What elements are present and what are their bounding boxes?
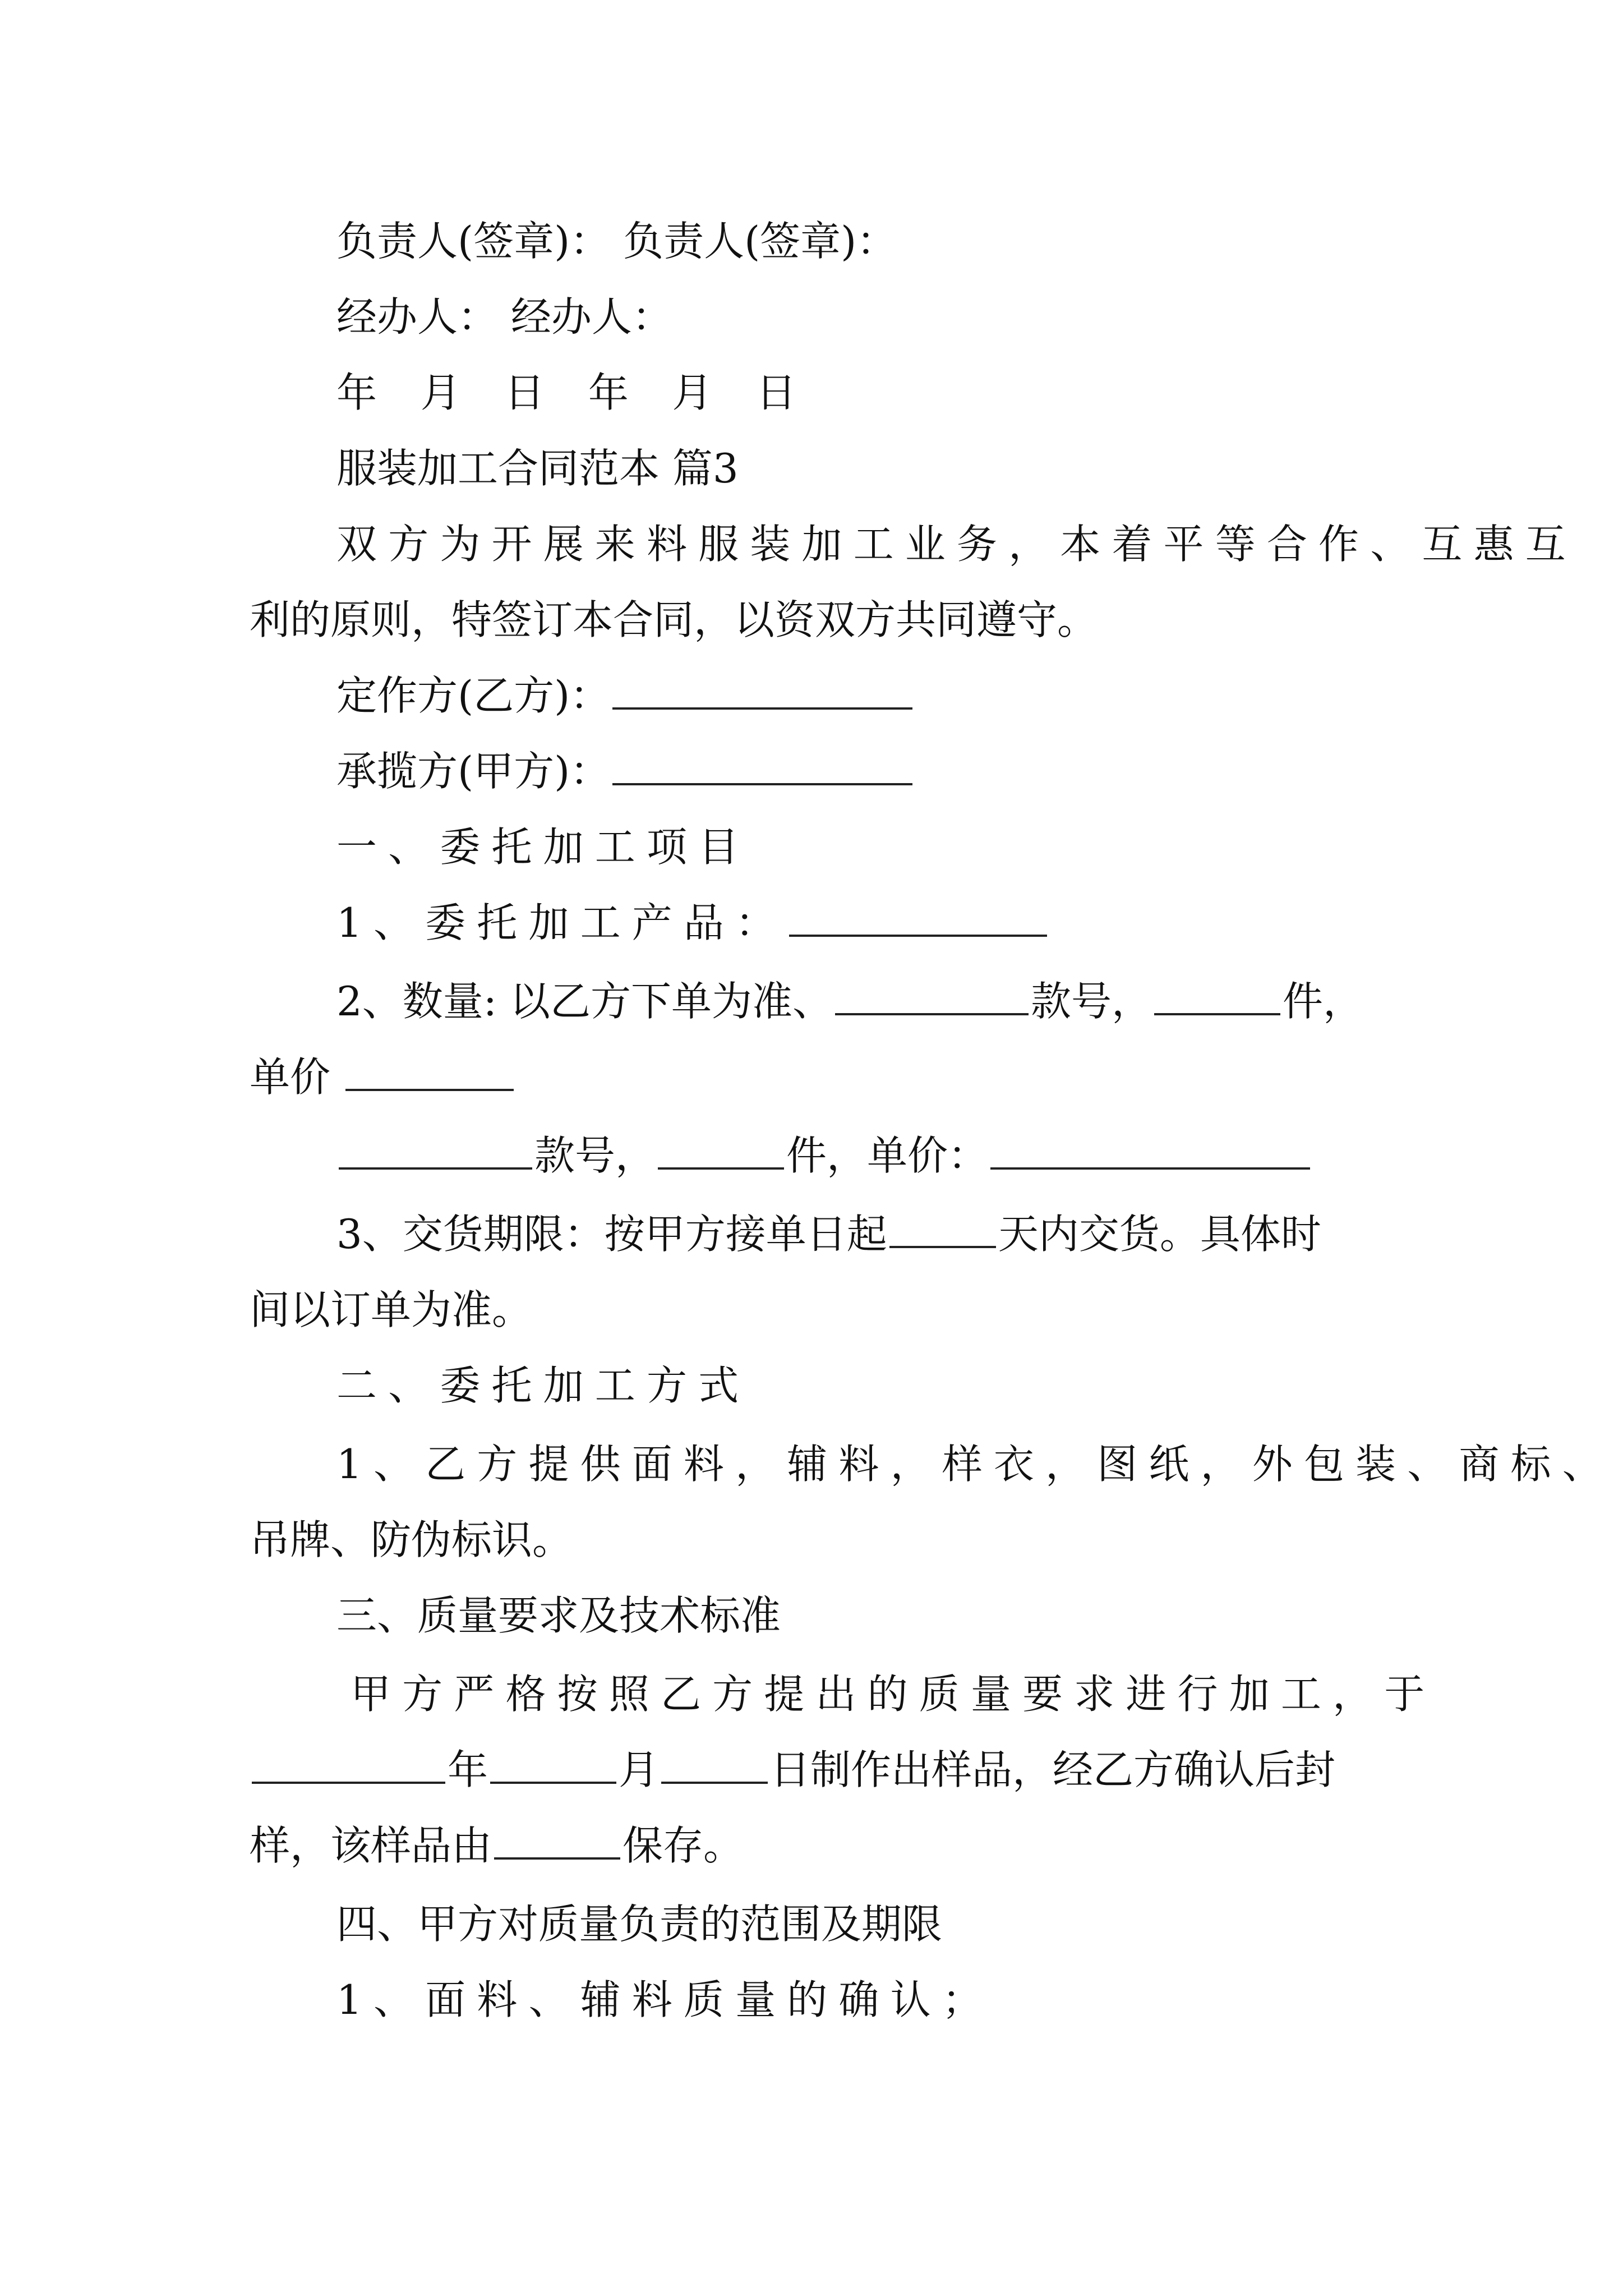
intro-paragraph-line-2: 利的原则，特签订本合同，以资双方共同遵守。	[250, 596, 1098, 643]
item-1-blank	[789, 895, 1047, 937]
item-2-pieces-label: 件，	[1282, 978, 1363, 1025]
date-line: 年 月 日 年 月 日	[336, 369, 812, 416]
quality-line-2	[250, 1742, 1427, 1798]
section-title: 服装加工合同范本 篇3	[336, 445, 739, 492]
quality-save-label: 保存。	[623, 1822, 744, 1869]
item-2-label: 2、数量: 以乙方下单为准、	[336, 978, 833, 1025]
scope-line-1: 1、面料、辅料质量的确认；	[336, 1976, 994, 2023]
quality-year-label: 年	[448, 1746, 488, 1793]
item-3-line-1	[336, 1206, 1514, 1262]
heading-1: 一、委托加工项目	[336, 823, 750, 871]
quality-month-label: 月	[619, 1746, 660, 1793]
signature-line: 负责人(签章)： 负责人(签章)：	[336, 218, 897, 265]
item-2-style-label-2: 款号，	[534, 1132, 656, 1179]
quality-sample-label: 日制作出样品，经乙方确认后封	[770, 1746, 1336, 1793]
item-2-blank-1	[835, 974, 1029, 1015]
method-line-1: 1、乙方提供面料，辅料，样衣，图纸，外包装、商标、	[336, 1441, 1614, 1488]
item-1-label: 1、委托加工产品：	[336, 899, 787, 946]
item-3-days-label: 天内交货。具体时	[998, 1211, 1321, 1258]
quality-keeper-blank	[494, 1818, 620, 1860]
method-line-2: 吊牌、防伪标识。	[250, 1516, 573, 1563]
item-2-line-1	[336, 973, 1514, 1029]
item-3-line-2: 间以订单为准。	[250, 1286, 533, 1333]
party-a-label: 承揽方(甲方)：	[336, 748, 611, 795]
quality-month-blank	[490, 1742, 616, 1784]
heading-4: 四、甲方对质量负责的范围及期限	[336, 1901, 943, 1948]
item-3-label: 3、交货期限：按甲方接单日起	[336, 1211, 887, 1258]
quality-line-3	[250, 1818, 1427, 1874]
quality-keeper-label: 样，该样品由	[250, 1822, 492, 1869]
intro-paragraph-line-1: 双方为开展来料服装加工业务，本着平等合作、互惠互	[336, 521, 1577, 568]
item-2-line-2	[250, 1049, 1427, 1105]
item-2-line-3	[336, 1128, 1514, 1184]
item-2-blank-4	[658, 1128, 784, 1170]
item-2-blank-5	[990, 1128, 1310, 1170]
item-2-blank-2	[1154, 974, 1280, 1015]
quality-day-blank	[661, 1742, 768, 1784]
party-a-blank	[612, 744, 912, 785]
item-2-price-blank	[345, 1050, 514, 1091]
item-2-blank-3	[339, 1128, 532, 1170]
party-b-blank	[612, 668, 912, 710]
party-b-line	[336, 668, 1514, 724]
item-2-pieces-price-label: 件，单价：	[786, 1132, 989, 1179]
heading-2: 二、委托加工方式	[336, 1362, 750, 1409]
party-a-line	[336, 743, 1514, 799]
item-1-line	[336, 895, 1514, 951]
quality-year-blank	[252, 1742, 445, 1784]
heading-3: 三、质量要求及技术标准	[336, 1592, 781, 1639]
party-b-label: 定作方(乙方)：	[336, 672, 611, 719]
item-3-blank	[889, 1207, 996, 1248]
item-2-price-label: 单价	[250, 1053, 331, 1101]
agent-line: 经办人： 经办人：	[336, 293, 672, 341]
quality-line-1: 甲方严格按照乙方提出的质量要求进行加工，于	[351, 1671, 1436, 1718]
item-2-style-label: 款号，	[1030, 978, 1152, 1025]
